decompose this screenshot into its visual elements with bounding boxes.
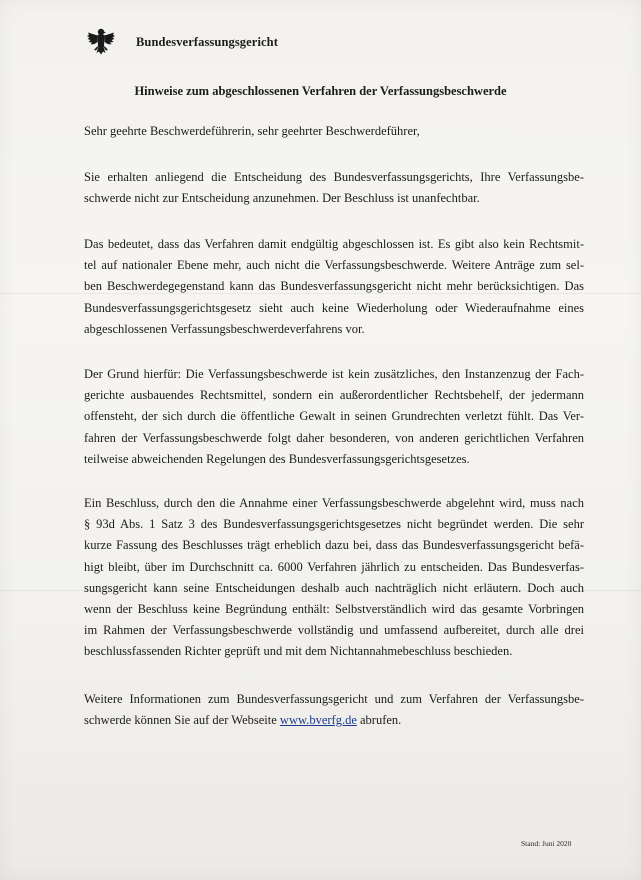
paragraph-line: wenn der Beschluss keine Begründung enthält: Selbstverständlich wird das gesamte Vorbringen bbox=[84, 602, 584, 617]
paragraph-line: tel auf nationaler Ebene mehr, auch nicht die Verfassungsbeschwerde. Weitere Anträge zum sel- bbox=[84, 258, 584, 273]
document-title: Hinweise zum abgeschlossenen Verfahren der Verfassungsbeschwerde bbox=[134, 84, 507, 98]
paragraph-line: kurze Fassung des Beschlusses trägt erheblich dazu bei, dass das Bundesverfassungsgericht befä- bbox=[84, 538, 584, 553]
paragraph-line: Das bedeutet, dass das Verfahren damit endgültig abgeschlossen ist. Es gibt also kein Rechtsmit- bbox=[84, 237, 584, 251]
paragraph-line: ben Beschwerdegegenstand kann das Bundesverfassungsgericht nicht mehr berücksichtigen. Das bbox=[84, 279, 584, 294]
paragraph-line: sungsgericht kann seine Entscheidungen deshalb auch nachträglich nicht erläutern. Doch auch bbox=[84, 580, 584, 595]
paragraph-decision bbox=[84, 167, 584, 209]
paragraph-meaning bbox=[84, 234, 584, 340]
salutation bbox=[84, 121, 584, 142]
paragraph-line: offensteht, der sich durch die öffentliche Gewalt in seinen Grundrechten verletzt fühlt. Das Ver- bbox=[84, 409, 584, 424]
paragraph-line: Ein Beschluss, durch den die Annahme einer Verfassungsbeschwerde abgelehnt wird, muss nach bbox=[84, 496, 584, 510]
website-link[interactable]: www.bverfg.de bbox=[279, 713, 357, 728]
paragraph-line: gerichte ausbauendes Rechtsmittel, sondern ein außerordentlicher Rechtsbehelf, der jedermann bbox=[84, 388, 584, 403]
paragraph-line: fahren der Verfassungsbeschwerde folgt daher besonderen, von anderen gerichtlichen Verfahren bbox=[84, 430, 584, 445]
paragraph-line: schwerde nicht zur Entscheidung anzunehmen. Der Beschluss ist unanfechtbar. bbox=[84, 191, 480, 206]
paragraph-line: Weitere Informationen zum Bundesverfassungsgericht und zum Verfahren der Verfassungsbe- bbox=[84, 692, 584, 706]
paragraph-line: Bundesverfassungsgerichtsgesetz sieht auch keine Wiederholung oder Wiederaufnahme eines bbox=[84, 300, 584, 315]
paragraph-line: higt bleibt, über im Durchschnitt ca. 6000 Verfahren jährlich zu entscheiden. Das Bundesverfas- bbox=[84, 559, 584, 574]
version-date: Stand: Juni 2020 bbox=[521, 839, 572, 848]
salutation-line: Sehr geehrte Beschwerdeführerin, sehr geehrter Beschwerdeführer, bbox=[84, 124, 420, 138]
paragraph-line: abgeschlossenen Verfassungsbeschwerdeverfahrens vor. bbox=[84, 321, 365, 336]
court-name: Bundesverfassungsgericht bbox=[136, 35, 278, 49]
federal-eagle-icon bbox=[86, 26, 116, 60]
paragraph-line: § 93d Abs. 1 Satz 3 des Bundesverfassungsgerichtsgesetzes nicht begründet werden. Die sehr bbox=[84, 517, 584, 532]
paragraph-line: Sie erhalten anliegend die Entscheidung des Bundesverfassungsgerichts, Ihre Verfassungsbe- bbox=[84, 170, 584, 184]
paragraph-further-info bbox=[84, 689, 584, 731]
closing-text-suffix: abrufen. bbox=[356, 713, 402, 728]
paragraph-line: im Rahmen der Verfassungsbeschwerde vollständig und umfassend aufbereitet, durch alle drei bbox=[84, 623, 584, 638]
paragraph-no-reasoning bbox=[84, 493, 584, 663]
paragraph-line: Der Grund hierfür: Die Verfassungsbeschwerde ist kein zusätzliches, den Instanzenzug der Fach- bbox=[84, 367, 584, 381]
paragraph-line bbox=[84, 710, 584, 731]
closing-text-prefix: schwerde können Sie auf der Webseite bbox=[84, 713, 280, 728]
paragraph-line: teilweise abweichenden Regelungen des Bundesverfassungsgerichtsgesetzes. bbox=[84, 451, 470, 466]
paragraph-line: beschlussfassenden Richter geprüft und mit dem Nichtannahmebeschluss beschieden. bbox=[84, 644, 513, 659]
paragraph-reason bbox=[84, 364, 584, 470]
